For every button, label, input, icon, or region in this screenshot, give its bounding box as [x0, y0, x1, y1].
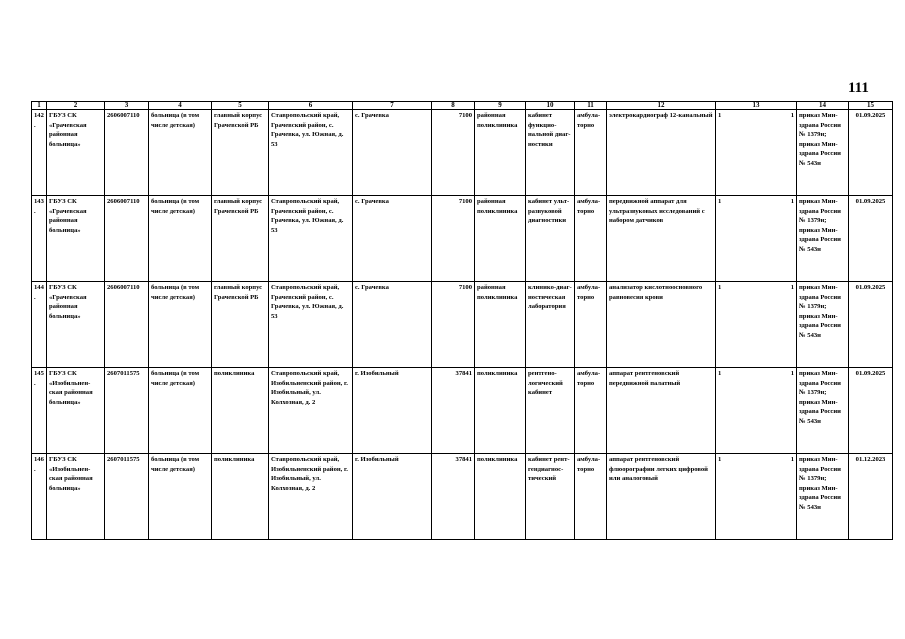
- organization-cell: ГБУЗ СК «Грачевская районная больница»: [47, 110, 105, 196]
- locality-cell: г. Изобильный: [353, 454, 432, 540]
- oktmo-cell: 7100: [432, 196, 475, 282]
- room-cell: рентгено-логический кабинет: [526, 368, 575, 454]
- col-header: 3: [105, 102, 149, 110]
- building-cell: главный корпус Грачевской РБ: [212, 196, 269, 282]
- equipment-cell: анализатор кислотноосновного равновесия крови: [607, 282, 716, 368]
- care-form-cell: амбула-торно: [575, 282, 607, 368]
- unit-cell: районная поликлиника: [475, 196, 526, 282]
- oktmo-cell: 37841: [432, 368, 475, 454]
- date-cell: 01.09.2025: [849, 368, 893, 454]
- basis-cell: приказ Мин-здрава России № 1379н; приказ Мин-здрава России № 543н: [797, 454, 849, 540]
- quantity-available: 1: [790, 456, 794, 463]
- quantity-available: 1: [790, 198, 794, 205]
- col-header: 9: [475, 102, 526, 110]
- equipment-cell: передвижной аппарат для ультразвуковых исследований с набором датчиков: [607, 196, 716, 282]
- page-number: 111: [848, 80, 869, 96]
- room-cell: клинико-диаг-ностическая лаборатория: [526, 282, 575, 368]
- equipment-table: [31, 101, 893, 540]
- quantity-available: 1: [790, 370, 794, 377]
- col-header: 15: [849, 102, 893, 110]
- col-header: 2: [47, 102, 105, 110]
- col-header: 11: [575, 102, 607, 110]
- quantity-available: 1: [790, 112, 794, 119]
- organization-cell: ГБУЗ СК «Изобильнен-ская районная больница»: [47, 368, 105, 454]
- locality-cell: с. Грачевка: [353, 196, 432, 282]
- basis-cell: приказ Мин-здрава России № 1379н; приказ Мин-здрава России № 543н: [797, 368, 849, 454]
- building-cell: главный корпус Грачевской РБ: [212, 282, 269, 368]
- col-header: 12: [607, 102, 716, 110]
- quantity-required: 1: [718, 284, 722, 291]
- building-cell: главный корпус Грачевской РБ: [212, 110, 269, 196]
- col-header: 7: [353, 102, 432, 110]
- date-cell: 01.09.2025: [849, 110, 893, 196]
- oktmo-cell: 7100: [432, 282, 475, 368]
- address-cell: Ставропольский край, Грачевский район, с. Грачевка, ул. Южная, д. 53: [269, 110, 353, 196]
- date-cell: 01.09.2025: [849, 196, 893, 282]
- room-cell: кабинет ульт-развуковой диагностики: [526, 196, 575, 282]
- quantity-cell: [716, 110, 797, 196]
- row-number: 145.: [32, 368, 47, 454]
- code-cell: 2607011575: [105, 368, 149, 454]
- row-number: 143.: [32, 196, 47, 282]
- facility-type-cell: больница (в том числе детская): [149, 454, 212, 540]
- quantity-cell: [716, 282, 797, 368]
- code-cell: 2606007110: [105, 282, 149, 368]
- col-header: 8: [432, 102, 475, 110]
- equipment-cell: аппарат рентгеновский передвижной палатный: [607, 368, 716, 454]
- facility-type-cell: больница (в том числе детская): [149, 196, 212, 282]
- care-form-cell: амбула-торно: [575, 368, 607, 454]
- code-cell: 2607011575: [105, 454, 149, 540]
- col-header: 6: [269, 102, 353, 110]
- col-header: 13: [716, 102, 797, 110]
- quantity-required: 1: [718, 370, 722, 377]
- care-form-cell: амбула-торно: [575, 110, 607, 196]
- table-row: [32, 110, 893, 196]
- equipment-cell: электрокардиограф 12-канальный: [607, 110, 716, 196]
- col-header: 4: [149, 102, 212, 110]
- locality-cell: с. Грачевка: [353, 282, 432, 368]
- header-row: [32, 102, 893, 110]
- code-cell: 2606007110: [105, 110, 149, 196]
- equipment-cell: аппарат рентгеновский флюорографии легких цифровой или аналоговый: [607, 454, 716, 540]
- locality-cell: г. Изобильный: [353, 368, 432, 454]
- unit-cell: районная поликлиника: [475, 282, 526, 368]
- col-header: 1: [32, 102, 47, 110]
- organization-cell: ГБУЗ СК «Грачевская районная больница»: [47, 282, 105, 368]
- quantity-cell: [716, 196, 797, 282]
- table-row: [32, 454, 893, 540]
- quantity-required: 1: [718, 112, 722, 119]
- care-form-cell: амбула-торно: [575, 196, 607, 282]
- quantity-available: 1: [790, 284, 794, 291]
- table-row: [32, 368, 893, 454]
- date-cell: 01.09.2025: [849, 282, 893, 368]
- table-row: [32, 196, 893, 282]
- room-cell: кабинет функцио-нальной диаг-ностики: [526, 110, 575, 196]
- quantity-cell: [716, 368, 797, 454]
- code-cell: 2606007110: [105, 196, 149, 282]
- unit-cell: поликлиника: [475, 454, 526, 540]
- organization-cell: ГБУЗ СК «Изобильнен-ская районная больница»: [47, 454, 105, 540]
- row-number: 146.: [32, 454, 47, 540]
- address-cell: Ставропольский край, Грачевский район, с. Грачевка, ул. Южная, д. 53: [269, 196, 353, 282]
- address-cell: Ставропольский край, Грачевский район, с. Грачевка, ул. Южная, д. 53: [269, 282, 353, 368]
- building-cell: поликлиника: [212, 454, 269, 540]
- basis-cell: приказ Мин-здрава России № 1379н; приказ Мин-здрава России № 543н: [797, 110, 849, 196]
- quantity-required: 1: [718, 198, 722, 205]
- facility-type-cell: больница (в том числе детская): [149, 368, 212, 454]
- organization-cell: ГБУЗ СК «Грачевская районная больница»: [47, 196, 105, 282]
- address-cell: Ставропольский край, Изобильненский район, г. Изобильный, ул. Колхозная, д. 2: [269, 368, 353, 454]
- col-header: 5: [212, 102, 269, 110]
- facility-type-cell: больница (в том числе детская): [149, 282, 212, 368]
- care-form-cell: амбула-торно: [575, 454, 607, 540]
- basis-cell: приказ Мин-здрава России № 1379н; приказ Мин-здрава России № 543н: [797, 196, 849, 282]
- row-number: 142.: [32, 110, 47, 196]
- col-header: 10: [526, 102, 575, 110]
- oktmo-cell: 37841: [432, 454, 475, 540]
- oktmo-cell: 7100: [432, 110, 475, 196]
- unit-cell: районная поликлиника: [475, 110, 526, 196]
- quantity-cell: [716, 454, 797, 540]
- room-cell: кабинет рент-гендиагнос-тический: [526, 454, 575, 540]
- basis-cell: приказ Мин-здрава России № 1379н; приказ Мин-здрава России № 543н: [797, 282, 849, 368]
- table-row: [32, 282, 893, 368]
- unit-cell: поликлиника: [475, 368, 526, 454]
- building-cell: поликлиника: [212, 368, 269, 454]
- locality-cell: с. Грачевка: [353, 110, 432, 196]
- row-number: 144.: [32, 282, 47, 368]
- date-cell: 01.12.2023: [849, 454, 893, 540]
- address-cell: Ставропольский край, Изобильненский район, г. Изобильный, ул. Колхозная, д. 2: [269, 454, 353, 540]
- col-header: 14: [797, 102, 849, 110]
- facility-type-cell: больница (в том числе детская): [149, 110, 212, 196]
- quantity-required: 1: [718, 456, 722, 463]
